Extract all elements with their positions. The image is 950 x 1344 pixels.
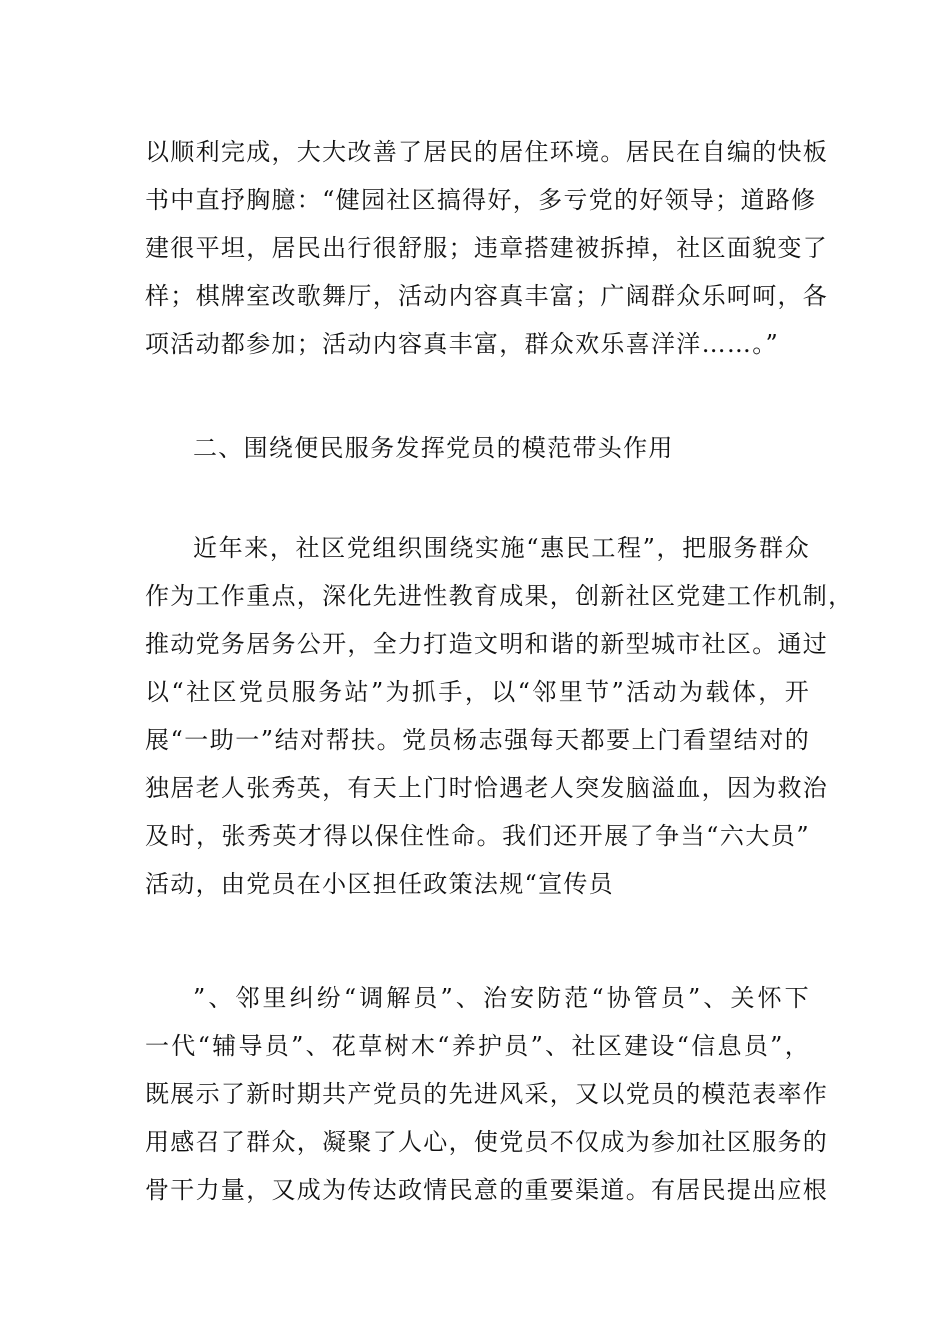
- text-line: 一代“辅导员”、花草树木“养护员”、社区建设“信息员”，: [145, 1032, 810, 1060]
- text-line: 用感召了群众，凝聚了人心，使党员不仅成为参加社区服务的: [145, 1128, 829, 1156]
- text-line: 以“社区党员服务站”为抓手，以“邻里节”活动为载体，开: [145, 678, 810, 706]
- text-line: 活动，由党员在小区担任政策法规“宣传员: [145, 870, 614, 898]
- text-line: 展“一助一”结对帮扶。党员杨志强每天都要上门看望结对的: [145, 726, 810, 754]
- text-line: 及时，张秀英才得以保住性命。我们还开展了争当“六大员”: [145, 822, 810, 850]
- text-line: 作为工作重点，深化先进性教育成果，创新社区党建工作机制，: [145, 582, 854, 610]
- text-line: 样；棋牌室改歌舞厅，活动内容真丰富；广阔群众乐呵呵，各: [145, 282, 829, 310]
- text-line: 项活动都参加；活动内容真丰富，群众欢乐喜洋洋……。”: [145, 330, 780, 358]
- text-line: 以顺利完成，大大改善了居民的居住环境。居民在自编的快板: [145, 138, 829, 166]
- paragraph-3: [145, 974, 829, 1214]
- paragraph-2: [145, 524, 854, 908]
- paragraph-1: [145, 128, 829, 368]
- text-line: 近年来，社区党组织围绕实施“惠民工程”，把服务群众: [193, 534, 810, 562]
- text-line: 骨干力量，又成为传达政情民意的重要渠道。有居民提出应根: [145, 1176, 829, 1204]
- section-heading: [145, 424, 810, 472]
- section-heading-text: 二、围绕便民服务发挥党员的模范带头作用: [193, 434, 674, 462]
- text-line: 既展示了新时期共产党员的先进风采，又以党员的模范表率作: [145, 1080, 829, 1108]
- text-line: 书中直抒胸臆：“健园社区搞得好，多亏党的好领导；道路修: [145, 186, 817, 214]
- text-line: ”、邻里纠纷“调解员”、治安防范“协管员”、关怀下: [193, 984, 810, 1012]
- text-line: 推动党务居务公开，全力打造文明和谐的新型城市社区。通过: [145, 630, 829, 658]
- text-line: 建很平坦，居民出行很舒服；违章搭建被拆掉，社区面貌变了: [145, 234, 829, 262]
- text-line: 独居老人张秀英，有天上门时恰遇老人突发脑溢血，因为救治: [145, 774, 829, 802]
